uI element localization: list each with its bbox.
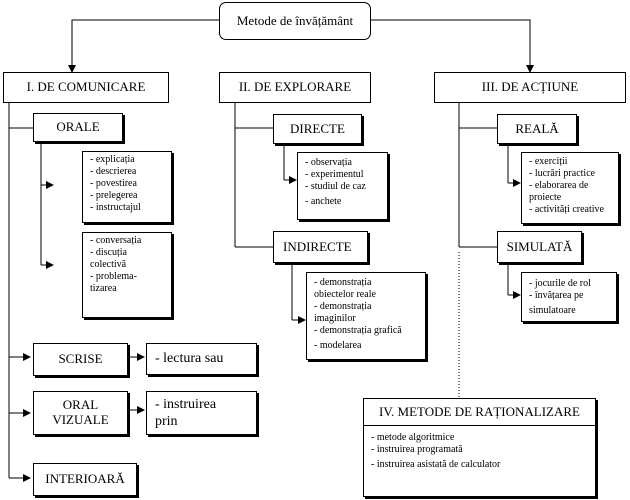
list-item: - metode algoritmice [371,432,455,443]
list-item: proiecte [529,192,562,203]
list-item: - demonstrația grafică [314,325,402,336]
list-item: - demonstrația [314,277,372,288]
list-item: - jocurile de rol [529,278,591,289]
list-item: - studiul de caz [305,181,366,192]
list-item: imaginilor [314,313,356,324]
oral-vizuale-detail [146,391,257,435]
list-item: - explicația [90,154,135,165]
node-orale [33,113,123,142]
list-item: - activități creative [529,204,604,215]
scrise-detail-text: - lectura sau [155,351,224,366]
rationalizare-list [363,425,596,497]
scrise-detail [146,343,257,375]
node-scrise [33,343,128,376]
list-item: - elaborarea de [529,180,589,191]
list-item: - demonstrația [314,301,372,312]
node-directe [273,114,362,144]
root-node [219,2,371,40]
node-simulata-label: SIMULATĂ [506,238,573,254]
indirecte-list [306,272,426,360]
category-explorare-label: II. DE EXPLORARE [238,79,352,95]
list-item: - observația [305,157,352,168]
node-orale-label: ORALE [56,119,100,135]
list-item: - exerciții [529,156,568,167]
node-simulata [497,231,582,263]
node-scrise-label: SCRISE [58,351,103,367]
node-oral-vizuale [33,391,128,435]
root-to-comunicare-arrow [72,20,219,72]
list-item: - experimentul [305,169,364,180]
node-oral-vizuale-line1: ORAL [62,397,99,413]
root-label: Metode de învățământ [236,12,354,28]
list-item: tizarea [90,283,117,294]
node-indirecte-label: INDIRECTE [283,238,352,254]
list-item: colectivă [90,259,127,270]
category-actiune [434,72,626,103]
list-item: - lucrări practice [529,168,596,179]
orale-list-a [82,151,172,223]
category-actiune-label: III. DE ACȚIUNE [481,79,579,95]
list-item: - modelarea [314,340,362,351]
list-item: - anchete [305,196,342,207]
oral-vizuale-detail-line2: prin [155,414,178,429]
list-item: - instructajul [90,202,141,213]
list-item: simulatoare [529,305,576,316]
orale-list-b [82,232,172,318]
list-item: - discuția [90,247,127,258]
category-rationalizare [363,398,596,426]
list-item: - învățarea pe [529,290,584,301]
list-item: - problema- [90,271,137,282]
simulata-list [521,272,617,322]
node-interioara [33,463,137,496]
category-explorare [219,72,371,103]
directe-list [297,152,388,220]
list-item: - instruirea asistată de calculator [371,459,501,470]
node-oral-vizuale-line2: VIZUALE [52,412,109,427]
category-comunicare-label: I. DE COMUNICARE [26,79,146,95]
list-item: - descrierea [90,166,137,177]
node-directe-label: DIRECTE [290,120,345,136]
root-to-actiune-arrow [371,20,530,72]
node-reala [497,114,577,144]
list-item: - prelegerea [90,190,138,201]
oral-vizuale-detail-line1: - instruirea [155,397,217,412]
list-item: - conversația [90,235,142,246]
node-indirecte [273,231,368,263]
category-comunicare [3,72,169,103]
reala-list [521,152,619,224]
category-rationalizare-label: IV. METODE DE RAȚIONALIZARE [379,403,580,419]
list-item: - instruirea programată [371,444,463,455]
node-reala-label: REALĂ [515,120,559,136]
node-interioara-label: INTERIOARĂ [45,471,125,487]
list-item: obiectelor reale [314,289,376,300]
list-item: - povestirea [90,178,137,189]
